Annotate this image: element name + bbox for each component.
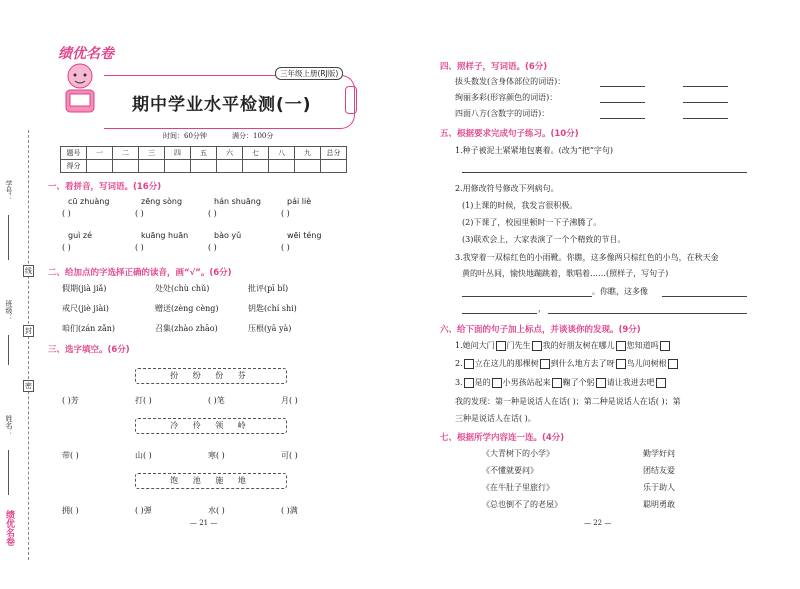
sentence-fragment: 到什么地方去了呀	[550, 359, 615, 368]
sentence-fragment: 立在这儿的那棵树	[474, 359, 539, 368]
match-right-item[interactable]: 乐于助人	[643, 483, 675, 492]
pronunciation-item: 处处(chù chǔ)	[155, 284, 210, 293]
s5-q2b: (2)下课了，校园里顿时一下子沸腾了。	[462, 218, 602, 227]
answer-line-a[interactable]	[600, 102, 645, 103]
score-blank-cell[interactable]	[321, 160, 347, 173]
s6-q1	[455, 340, 671, 351]
name-label: 姓名：	[5, 415, 13, 436]
punctuation-box[interactable]	[496, 341, 506, 351]
match-right-item[interactable]: 勤学好问	[643, 449, 675, 458]
s5-q3c: 。你瞧，这多像	[592, 287, 648, 296]
s5-q3-line-3[interactable]	[462, 313, 537, 314]
brand-logo-text: 绩优名卷	[58, 46, 114, 62]
answer-paren[interactable]: ( )	[62, 243, 71, 252]
s6-finding-1: 我的发现：第一种是说话人在话( )；第二种是说话人在话( )；第	[455, 397, 681, 406]
score-header-cell: 四	[165, 147, 191, 160]
score-label-cell: 得分	[61, 160, 87, 173]
char-options-2: 冷 伶 领 岭	[135, 418, 287, 434]
seal-mark-mi: 密	[25, 382, 32, 390]
score-header-cell: 五	[191, 147, 217, 160]
score-header-cell: 一	[87, 147, 113, 160]
answer-line-b[interactable]	[683, 86, 728, 87]
cartoon-girl-illustration	[60, 60, 100, 115]
section-6-header: 六、给下面的句子加上标点，并谈谈你的发现。(9分)	[440, 325, 641, 335]
char-options-1: 扮 纷 份 芬	[135, 368, 287, 384]
section-7-header: 七、根据所学内容连一连。(4分)	[440, 433, 565, 443]
pinyin-text: zēng sòng	[141, 197, 183, 206]
answer-paren[interactable]: ( )	[135, 243, 144, 252]
punctuation-box[interactable]	[552, 378, 562, 388]
fill-item[interactable]: ( )满	[281, 506, 298, 515]
brand-logo-bottom: 绩优名卷	[4, 510, 14, 546]
pattern-item: 四面八方(含数字的词语)：	[455, 109, 550, 118]
pinyin-text: wēi téng	[287, 231, 322, 240]
answer-paren[interactable]: ( )	[281, 209, 290, 218]
seal-mark-feng: 封	[25, 327, 32, 335]
sentence-fragment: 小男孩站起来	[502, 378, 551, 387]
score-header-cell: 总分	[321, 147, 347, 160]
page-title: 期中学业水平检测(一)	[132, 95, 312, 115]
match-right-item[interactable]: 聪明勇敢	[643, 500, 675, 509]
score-blank-cell[interactable]	[139, 160, 165, 173]
fill-item[interactable]: 带( )	[62, 451, 79, 460]
sentence-fragment: 3.	[455, 378, 463, 387]
score-header-cell: 二	[113, 147, 139, 160]
fill-item[interactable]: 山( )	[135, 451, 152, 460]
score-blank-cell[interactable]	[243, 160, 269, 173]
char-options-3: 饱 池 施 地	[135, 473, 287, 489]
class-label: 班级：	[5, 300, 13, 321]
edition-badge: 三年级上册(RJ版)	[275, 67, 343, 80]
punctuation-box[interactable]	[616, 359, 626, 369]
s5-q2c: (3)联欢会上，大家表演了一个个精致的节目。	[462, 235, 626, 244]
pattern-item: 绚丽多彩(形容颜色的词语)：	[455, 93, 558, 102]
punctuation-box[interactable]	[464, 378, 474, 388]
match-left-item[interactable]: 《在牛肚子里旅行》	[482, 483, 554, 492]
s6-finding-2: 三种是说话人在话( )。	[455, 414, 536, 423]
answer-line-a[interactable]	[600, 118, 645, 119]
vertical-tag	[345, 86, 357, 114]
s5-q2: 2.用修改符号修改下列病句。	[455, 184, 559, 193]
match-left-item[interactable]: 《不懂就要问》	[482, 466, 538, 475]
s5-q3a: 3.我穿着一双棕红色的小雨靴。你瞧，这多像两只棕红色的小鸟，在秋天金	[455, 253, 719, 262]
student-id-label: 学号：	[5, 180, 13, 201]
pronunciation-item: 咱们(zán zǎn)	[62, 324, 116, 333]
page-number-right: — 22 —	[584, 519, 612, 527]
sentence-fragment: 请让我进去吧	[606, 378, 655, 387]
match-right-item[interactable]: 团结友爱	[643, 466, 675, 475]
s5-q3d: ，	[538, 304, 546, 313]
sentence-fragment: 是的	[474, 378, 491, 387]
score-blank-cell[interactable]	[217, 160, 243, 173]
punctuation-box[interactable]	[668, 359, 678, 369]
pinyin-grid	[62, 197, 352, 261]
answer-line-b[interactable]	[683, 102, 728, 103]
section-2-header: 二、给加点的字选择正确的读音，画“√”。(6分)	[48, 268, 232, 278]
seal-mark-xian: 线	[25, 267, 32, 275]
score-blank-cell[interactable]	[269, 160, 295, 173]
section-3-header: 三、选字填空。(6分)	[48, 345, 130, 355]
fill-item[interactable]: 月( )	[281, 396, 298, 405]
exam-time: 时间：60分钟	[163, 132, 207, 140]
score-blank-cell[interactable]	[295, 160, 321, 173]
score-header-cell: 三	[139, 147, 165, 160]
punctuation-box[interactable]	[464, 359, 474, 369]
score-header-cell: 七	[243, 147, 269, 160]
answer-paren[interactable]: ( )	[208, 243, 217, 252]
sentence-fragment: 1.她问大门	[455, 341, 495, 350]
pinyin-text: kuāng huān	[141, 231, 189, 240]
score-table	[60, 146, 347, 173]
pinyin-text: cū zhuàng	[68, 197, 110, 206]
sentence-fragment: 门先生	[506, 341, 531, 350]
fill-item[interactable]: 可( )	[281, 451, 298, 460]
answer-paren[interactable]: ( )	[208, 209, 217, 218]
pinyin-text: guì zé	[68, 231, 93, 240]
score-header-cell: 八	[269, 147, 295, 160]
page-number-left: — 21 —	[190, 519, 218, 527]
pronunciation-item: 召集(zhào zhāo)	[155, 324, 218, 333]
score-blank-cell[interactable]	[191, 160, 217, 173]
score-header-cell: 九	[295, 147, 321, 160]
punctuation-box[interactable]	[540, 359, 550, 369]
punctuation-box[interactable]	[616, 341, 626, 351]
score-header-cell: 题号	[61, 147, 87, 160]
pinyin-text: pái liè	[287, 197, 312, 206]
answer-paren[interactable]: ( )	[62, 209, 71, 218]
pattern-item: 拔头数发(含身体部位的词语)：	[455, 77, 566, 86]
answer-paren[interactable]: ( )	[281, 243, 290, 252]
pinyin-text: bào yǔ	[214, 231, 242, 240]
pinyin-text: hán shuāng	[214, 197, 261, 206]
sentence-fragment: 鞠了个躬	[562, 378, 595, 387]
fill-item[interactable]: ( )笔	[208, 396, 225, 405]
s6-q3	[455, 377, 667, 388]
match-left-item[interactable]: 《总也倒不了的老屋》	[482, 500, 562, 509]
fill-item[interactable]: 寒( )	[208, 451, 225, 460]
s5-q3b: 黄的叶丛间，愉快地蹦跳着，歌唱着……(照样子，写句子)	[462, 269, 669, 278]
exam-full-score: 满分：100分	[232, 132, 274, 140]
score-blank-cell[interactable]	[165, 160, 191, 173]
s5-q3-line-2[interactable]	[662, 296, 747, 297]
fill-item[interactable]: ( )芳	[62, 396, 79, 405]
s5-q1: 1.种子被泥土紧紧地包裹着。(改为“把”字句)	[455, 146, 614, 155]
punctuation-box[interactable]	[656, 378, 666, 388]
sentence-fragment: 您知道吗	[626, 341, 659, 350]
pronunciation-item: 压根(yā yà)	[248, 324, 292, 333]
s5-q3-line-4[interactable]	[548, 313, 747, 314]
s5-q2a: (1)上课的时候，我发言很积极。	[462, 201, 578, 210]
punctuation-box[interactable]	[596, 378, 606, 388]
binding-margin	[0, 40, 40, 560]
section-5-header: 五、根据要求完成句子练习。(10分)	[440, 129, 579, 139]
pronunciation-item: 批评(pī bǐ)	[248, 284, 289, 293]
answer-line-a[interactable]	[600, 86, 645, 87]
sentence-fragment: 2.	[455, 359, 463, 368]
s5-q3-line-1[interactable]	[462, 296, 592, 297]
fill-item[interactable]: ( )弹	[135, 506, 152, 515]
s5-q1-answer-line[interactable]	[462, 172, 747, 173]
score-header-cell: 六	[217, 147, 243, 160]
section-4-header: 四、照样子，写词语。(6分)	[440, 62, 548, 72]
pronunciation-item: 假期(jià jiǎ)	[62, 284, 107, 293]
s6-q2	[455, 358, 679, 369]
fill-item[interactable]: 水( )	[208, 506, 225, 515]
score-blank-cell[interactable]	[87, 160, 113, 173]
pronunciation-item: 赠送(zèng cèng)	[155, 304, 219, 313]
answer-paren[interactable]: ( )	[135, 209, 144, 218]
pronunciation-item: 戒尺(jiè jiài)	[62, 304, 109, 313]
punctuation-box[interactable]	[532, 341, 542, 351]
fill-item[interactable]: 打( )	[135, 396, 152, 405]
sentence-fragment: 我的好朋友树在哪儿	[542, 341, 615, 350]
match-left-item[interactable]: 《大青树下的小学》	[482, 449, 554, 458]
sentence-fragment: 鸟儿问树根	[626, 359, 667, 368]
score-blank-cell[interactable]	[113, 160, 139, 173]
punctuation-box[interactable]	[492, 378, 502, 388]
pronunciation-grid	[62, 283, 352, 343]
pronunciation-item: 钥匙(chí shi)	[248, 304, 297, 313]
section-1-header: 一、看拼音，写词语。(16分)	[48, 182, 162, 192]
fill-item[interactable]: 拥( )	[62, 506, 79, 515]
punctuation-box[interactable]	[660, 341, 670, 351]
answer-line-b[interactable]	[683, 118, 728, 119]
